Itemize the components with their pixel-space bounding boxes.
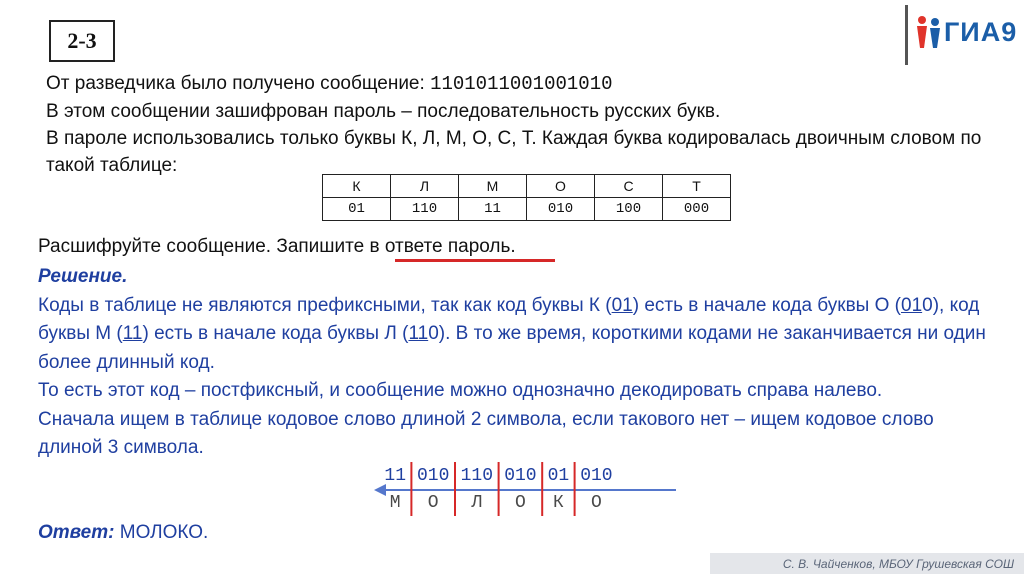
decode-letter: О [514,493,526,513]
solution-paragraph-3: Сначала ищем в таблице кодовое слово длиной 2 символа, если такового нет – ищем кодовое слово длиной 3 символа. [38,408,934,458]
table-code: 000 [663,198,731,221]
author-footer: С. В. Чайченков, МБОУ Грушевская СОШ [710,553,1024,574]
message-code: 1101011001001010 [430,73,613,95]
table-letter: Л [391,175,459,198]
task-line-1: От разведчика было получено сообщение: 1101011001001010 [46,73,613,95]
task-question: Расшифруйте сообщение. Запишите в ответе пароль. [38,236,516,257]
task-number-badge [49,20,115,62]
solution-block [38,263,988,463]
decode-code: 110 [460,466,494,486]
logo-text: ГИА9 [944,16,1018,47]
decode-code: 010 [504,466,537,486]
table-code: 100 [595,198,663,221]
decode-letter: Л [471,493,483,513]
table-code: 11 [459,198,527,221]
task-number: 2-3 [67,28,97,53]
decode-code: 11 [384,466,407,486]
task-line-2: В этом сообщении зашифрован пароль – последовательность русских букв. [46,101,721,122]
decode-code: 010 [416,466,450,486]
table-letter: О [527,175,595,198]
decode-letter: К [552,493,564,513]
table-letter: М [459,175,527,198]
answer-label: Ответ: [38,522,115,543]
answer-value: МОЛОКО. [114,522,209,543]
decode-code: 01 [547,466,570,486]
task-line-3: В пароле использовались только буквы К, Л, М, О, С, Т. Каждая буква кодировалась двоичным словом по такой таблице: [46,128,982,176]
logo-divider [905,5,908,65]
solution-paragraph-1: Коды в таблице не являются префиксными, так как код буквы К (01) есть в начале кода буквы О (010), код буквы М (11) есть в начале кода буквы Л (110). В то же время, короткими кодами не заканчивается ни один более длинный код. [38,294,986,373]
code-table [322,174,731,221]
codes-row [323,198,731,221]
decode-letter: О [590,493,602,513]
answer-underline [395,259,555,262]
table-letter: Т [663,175,731,198]
table-code: 110 [391,198,459,221]
decode-letter: О [427,493,439,513]
task-text [46,70,996,179]
table-code: 01 [323,198,391,221]
people-icon [916,14,942,50]
decode-code: 010 [580,466,613,486]
letters-row [323,175,731,198]
answer-line [38,522,208,544]
gia9-logo [916,12,1017,52]
decode-diagram [370,460,690,520]
solution-heading: Решение. [38,266,128,287]
decode-letter: М [389,493,401,513]
table-code: 010 [527,198,595,221]
table-letter: К [323,175,391,198]
solution-paragraph-2: То есть этот код – постфиксный, и сообщение можно однозначно декодировать справа налево. [38,380,883,401]
table-letter: С [595,175,663,198]
